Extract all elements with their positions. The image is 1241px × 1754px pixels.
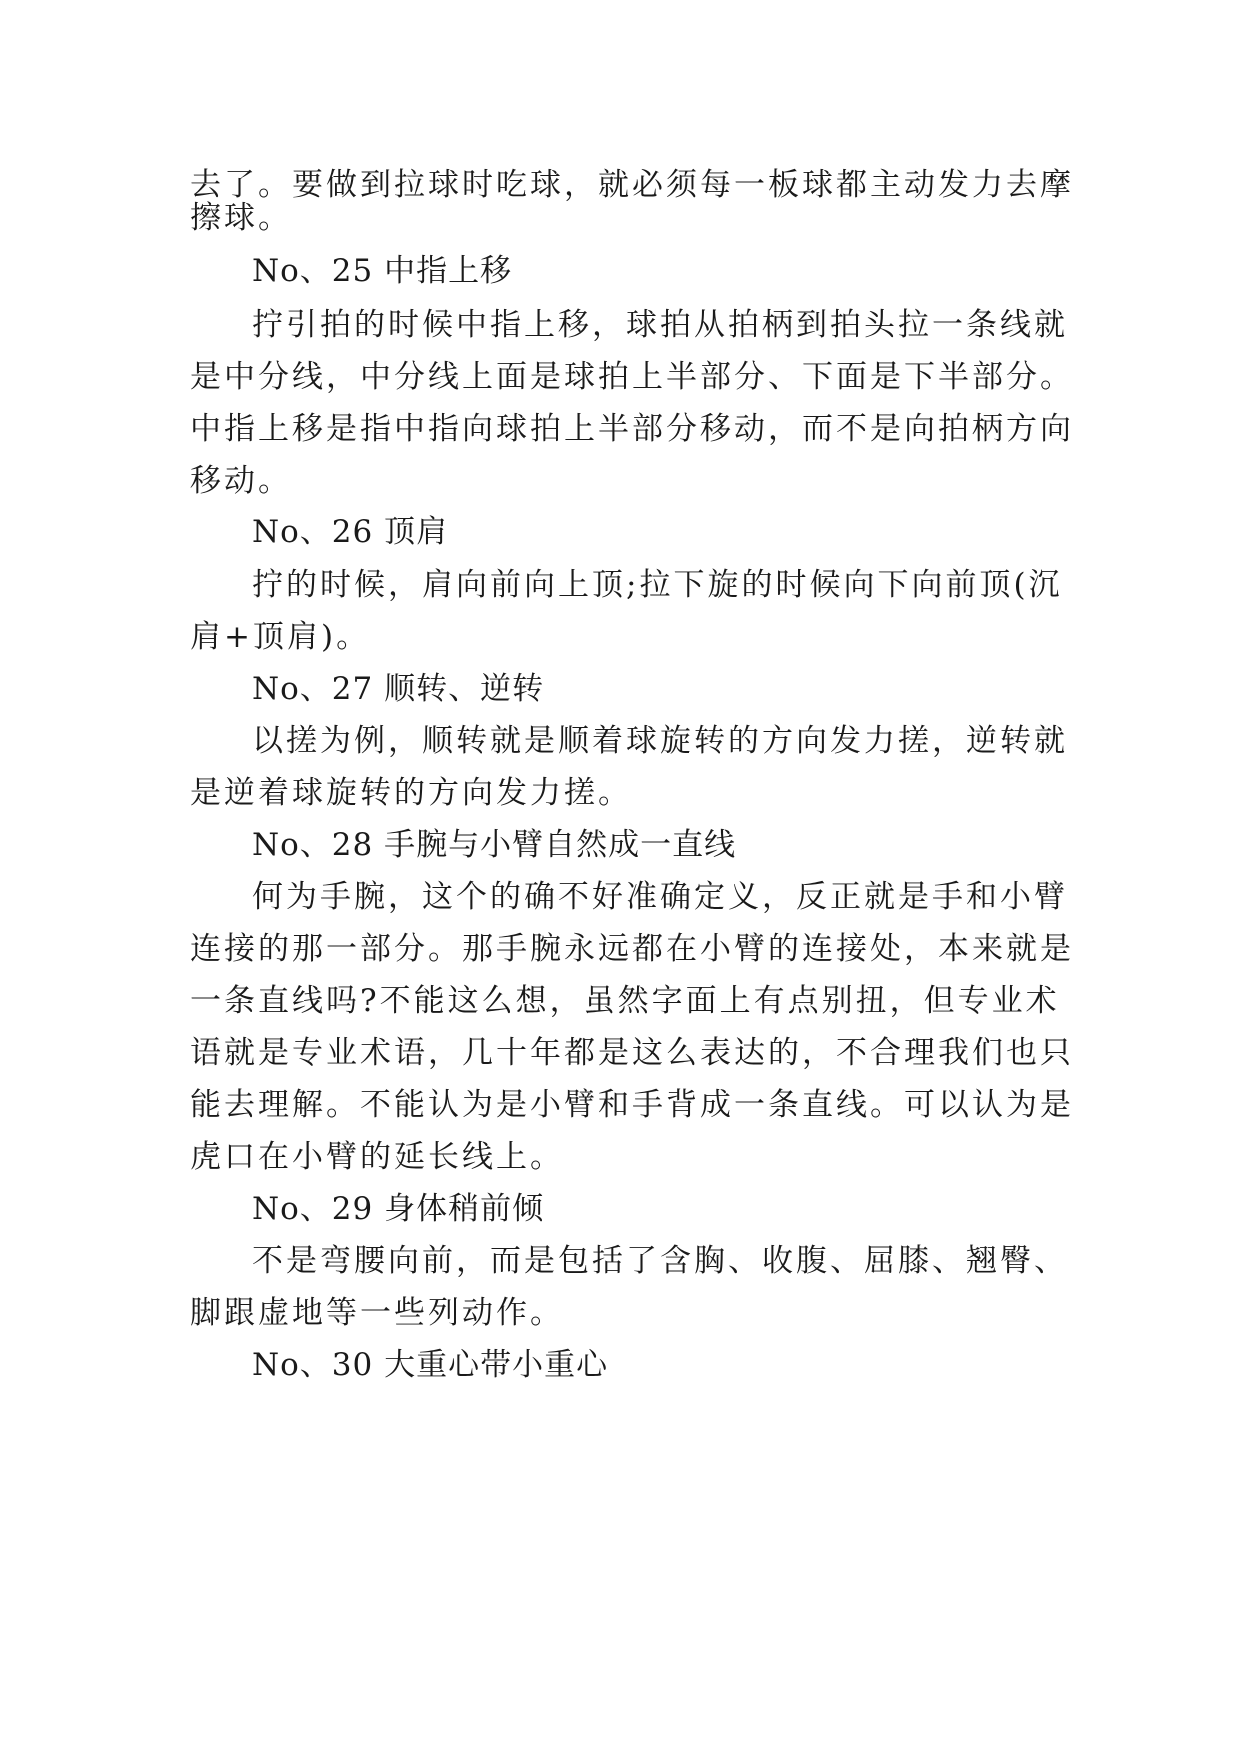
section-heading-26: No、26 顶肩 bbox=[252, 514, 449, 550]
body-text-line: 肩+顶肩)。 bbox=[190, 619, 371, 655]
body-text-line: 能去理解。不能认为是小臂和手背成一条直线。可以认为是 bbox=[190, 1087, 1074, 1123]
body-text-line: 连接的那一部分。那手腕永远都在小臂的连接处，本来就是 bbox=[190, 931, 1074, 967]
body-text-line: 是中分线，中分线上面是球拍上半部分、下面是下半部分。 bbox=[190, 359, 1074, 395]
body-text-line: 移动。 bbox=[190, 463, 292, 499]
body-text-line: 拧的时候，肩向前向上顶;拉下旋的时候向下向前顶(沉 bbox=[252, 567, 1063, 603]
body-text-line: 虎口在小臂的延长线上。 bbox=[190, 1139, 564, 1175]
body-text-line: 一条直线吗?不能这么想，虽然字面上有点别扭，但专业术 bbox=[190, 983, 1060, 1019]
body-text-line: 语就是专业术语，几十年都是这么表达的，不合理我们也只 bbox=[190, 1035, 1074, 1071]
body-text-line: 以搓为例，顺转就是顺着球旋转的方向发力搓，逆转就 bbox=[252, 723, 1068, 759]
body-text-line: 何为手腕，这个的确不好准确定义，反正就是手和小臂 bbox=[252, 879, 1068, 915]
section-heading-29: No、29 身体稍前倾 bbox=[252, 1191, 545, 1227]
body-text-line: 擦球。 bbox=[190, 200, 292, 236]
body-text-line: 拧引拍的时候中指上移，球拍从拍柄到拍头拉一条线就 bbox=[252, 307, 1068, 343]
section-heading-30: No、30 大重心带小重心 bbox=[252, 1347, 609, 1383]
body-text-line: 去了。要做到拉球时吃球，就必须每一板球都主动发力去摩 bbox=[190, 167, 1074, 203]
section-heading-25: No、25 中指上移 bbox=[252, 253, 513, 289]
section-heading-28: No、28 手腕与小臂自然成一直线 bbox=[252, 827, 737, 863]
body-text-line: 不是弯腰向前，而是包括了含胸、收腹、屈膝、翘臀、 bbox=[252, 1243, 1068, 1279]
body-text-line: 脚跟虚地等一些列动作。 bbox=[190, 1295, 564, 1331]
section-heading-27: No、27 顺转、逆转 bbox=[252, 671, 545, 707]
body-text-line: 中指上移是指中指向球拍上半部分移动，而不是向拍柄方向 bbox=[190, 411, 1074, 447]
body-text-line: 是逆着球旋转的方向发力搓。 bbox=[190, 775, 632, 811]
